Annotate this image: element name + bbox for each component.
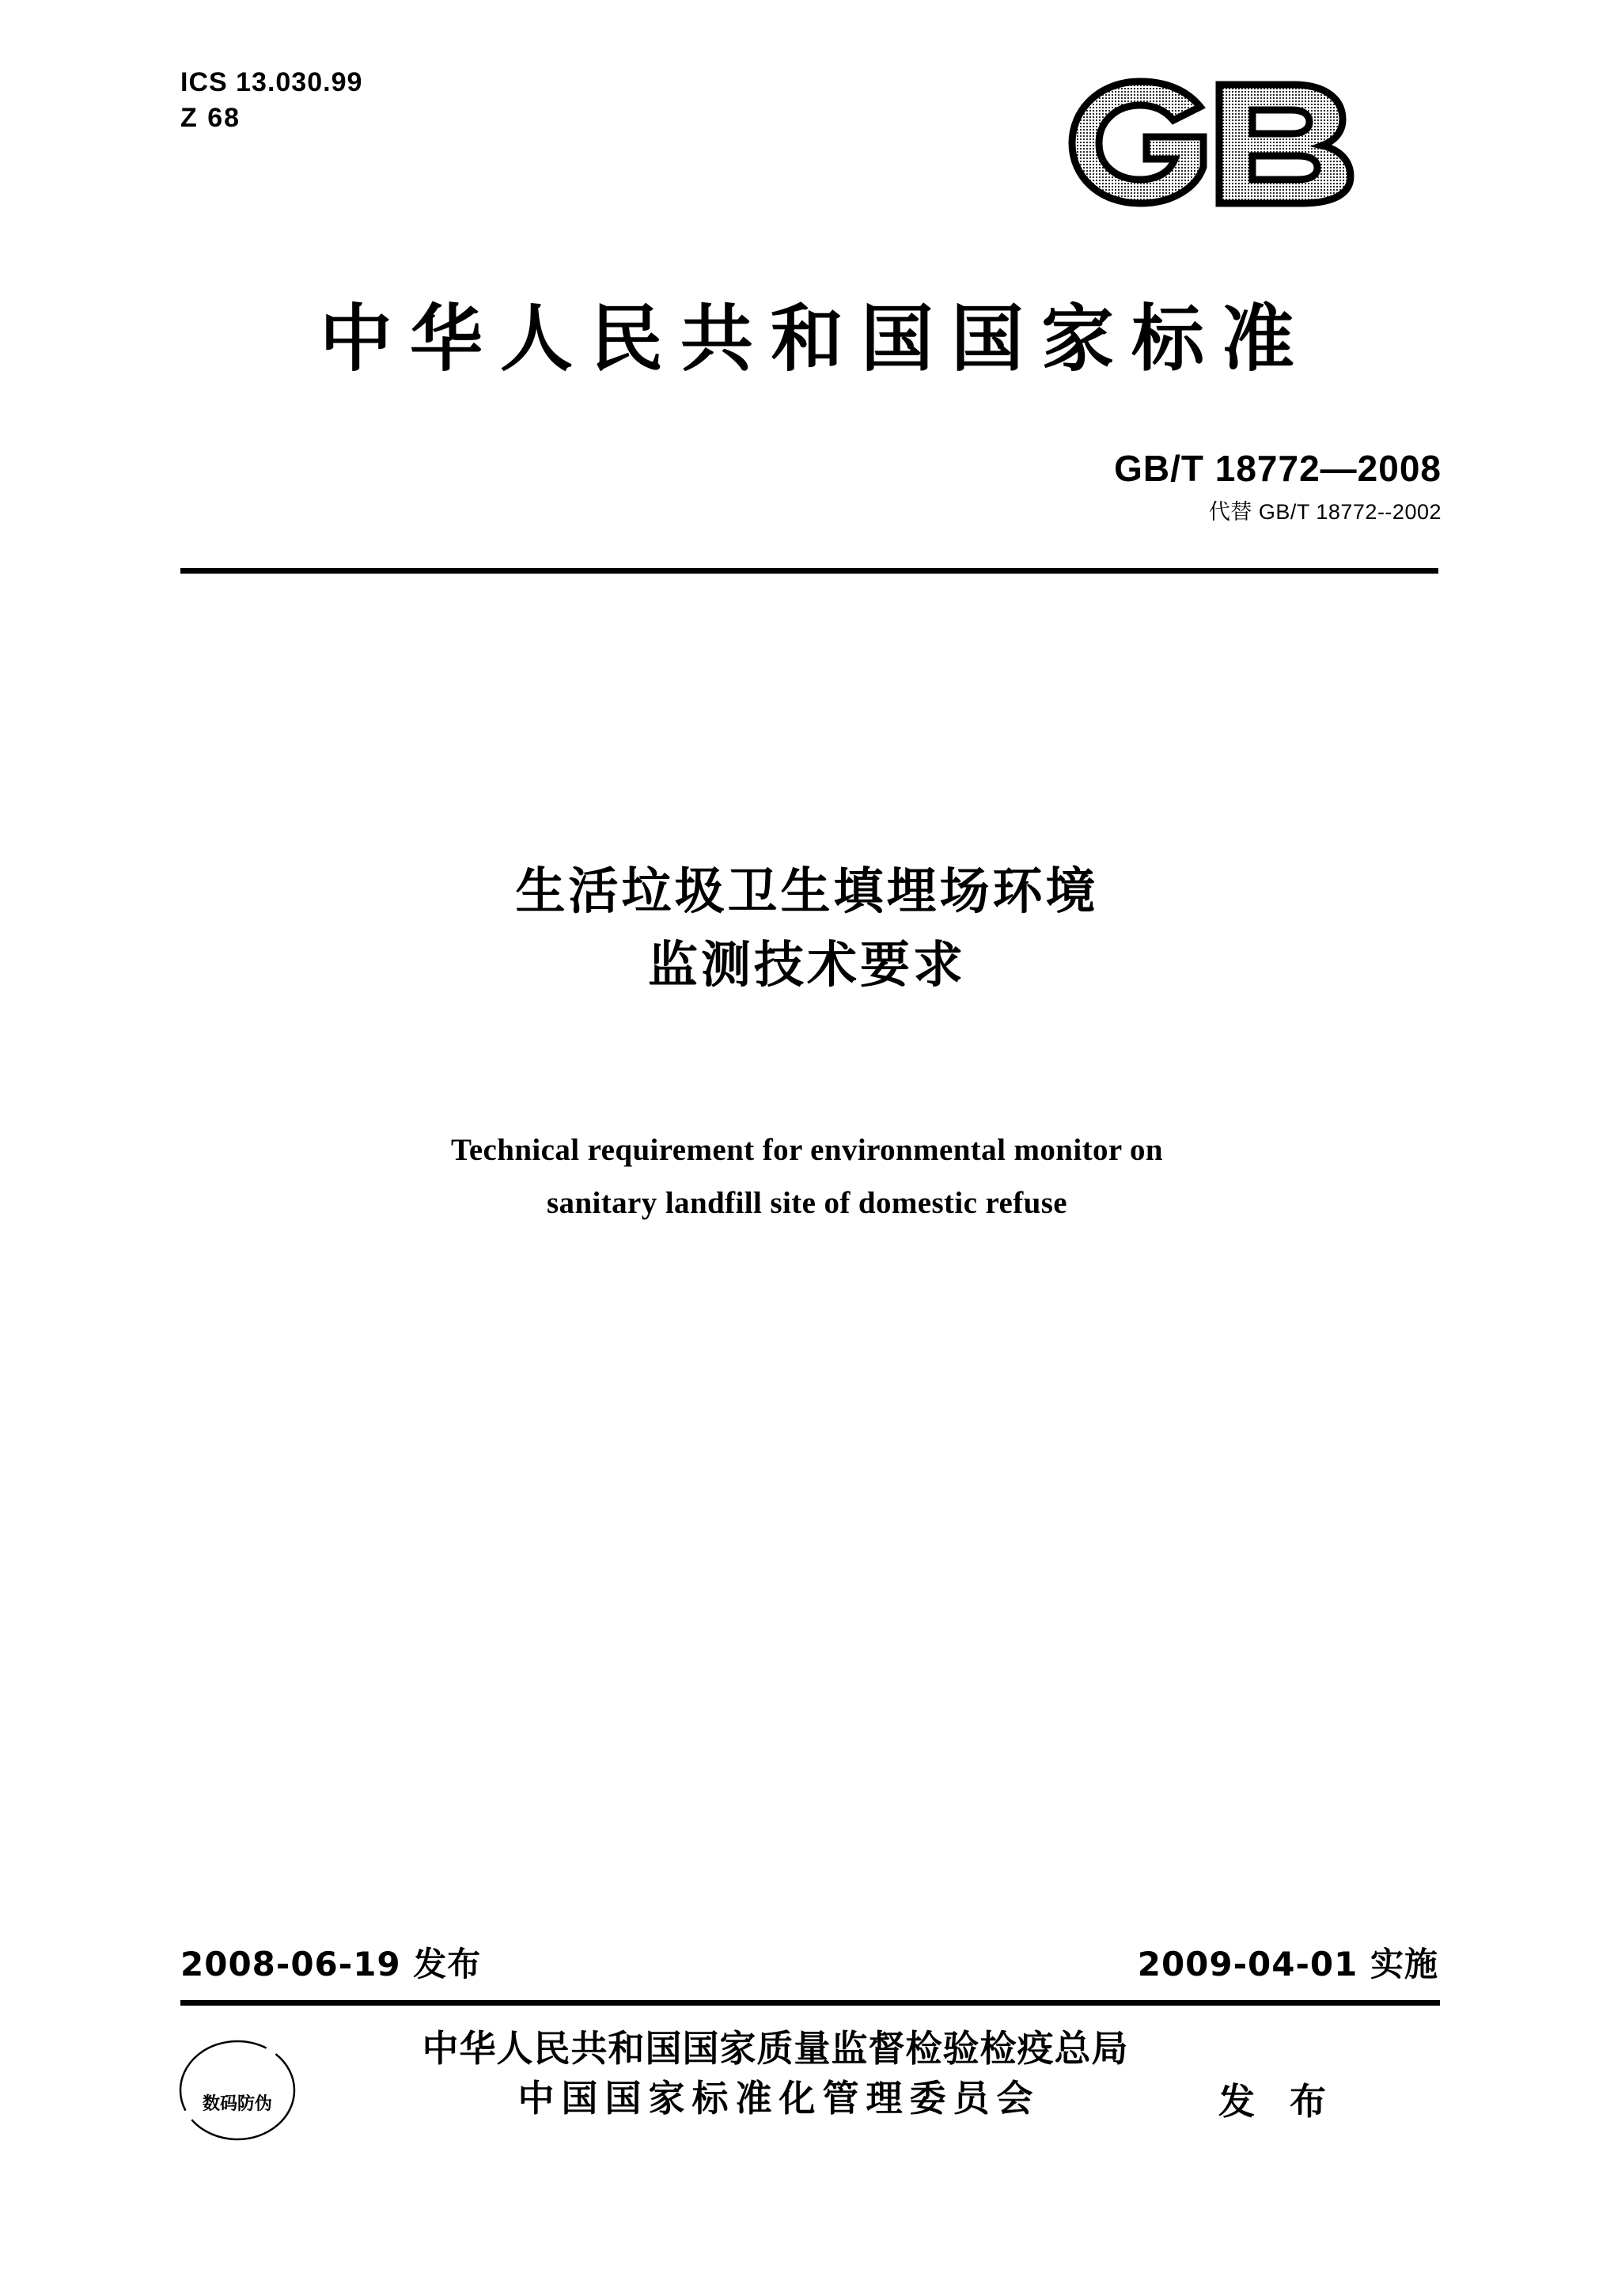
document-subtitle-line-2: sanitary landfill site of domestic refuse — [546, 1186, 1068, 1221]
classification-code: Z 68 — [180, 102, 241, 133]
document-title-line-1: 生活垃圾卫生填埋场环境 — [515, 862, 1099, 920]
standard-replaces: 代替 GB/T 18772--2002 — [1208, 500, 1442, 524]
ics-code-block — [180, 65, 362, 136]
gb-logo — [1064, 75, 1396, 210]
national-standard-title: 中华人民共和国国家标准 — [319, 297, 1312, 381]
document-subtitle — [0, 1123, 1614, 1229]
header-divider — [180, 568, 1438, 574]
svg-text:数码防伪: 数码防伪 — [202, 2094, 273, 2114]
issue-date: 2008-06-19 发布 — [180, 1945, 482, 1983]
issuer-line-2: 中国国家标准化管理委员会 — [517, 2076, 1040, 2120]
footer-divider — [180, 2000, 1440, 2006]
document-title-line-2: 监测技术要求 — [648, 936, 966, 995]
issuing-organizations — [348, 2024, 1203, 2123]
document-subtitle-line-1: Technical requirement for environmental monitor on — [450, 1133, 1163, 1167]
effective-date: 2009-04-01 实施 — [1137, 1945, 1438, 1983]
ics-code: ICS 13.030.99 — [180, 67, 363, 97]
standard-number: GB/T 18772—2008 — [1114, 448, 1442, 489]
anti-counterfeit-seal-icon — [170, 2033, 305, 2152]
publish-label: 发 布 — [1218, 2080, 1338, 2123]
issuer-line-1: 中华人民共和国国家质量监督检验检疫总局 — [422, 2027, 1129, 2070]
document-title — [0, 854, 1614, 1002]
